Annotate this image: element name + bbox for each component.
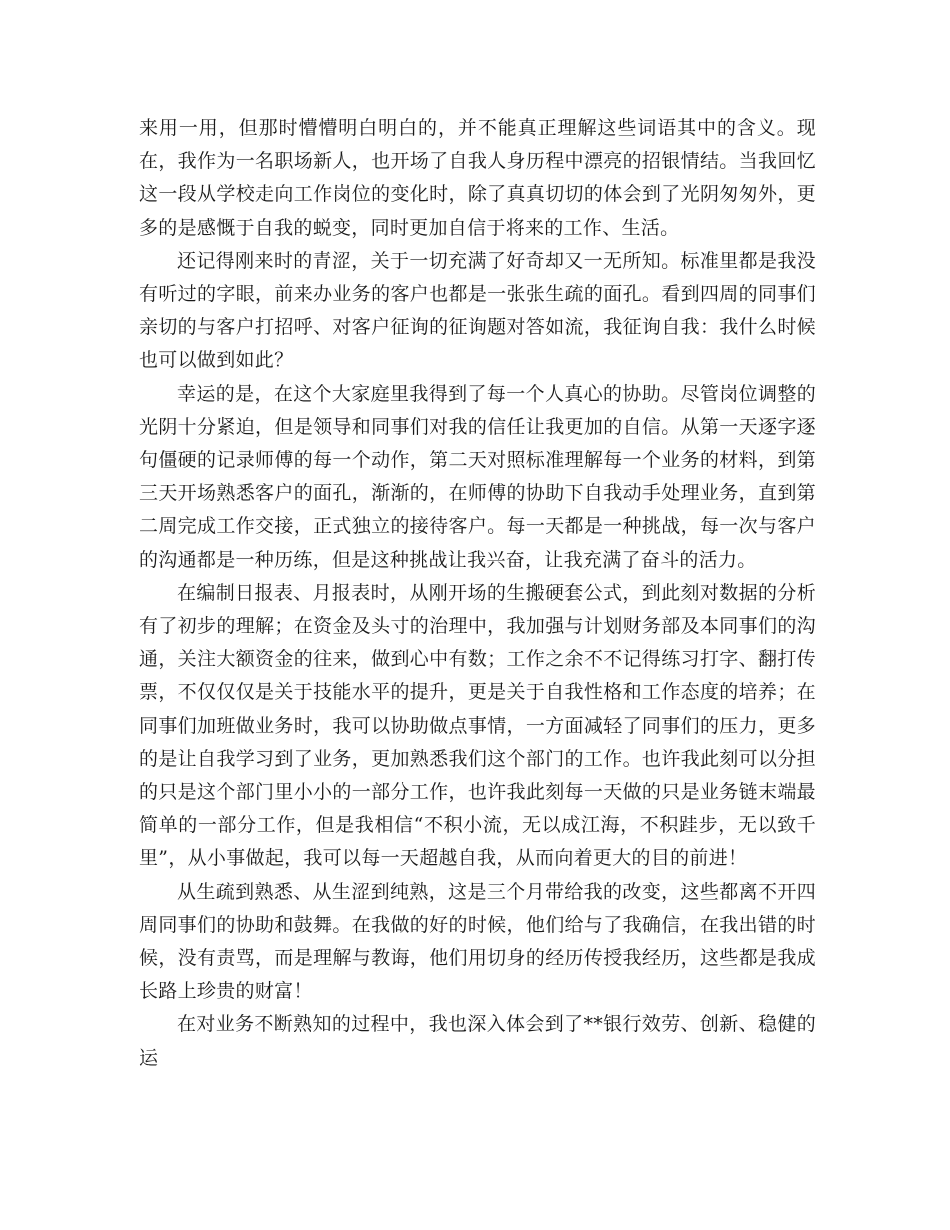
document-body (139, 112, 816, 1075)
paragraph-4: 在编制日报表、月报表时，从刚开场的生搬硬套公式，到此刻对数据的分析有了初步的理解；在资金及头寸的治理中，我加强与计划财务部及本同事们的沟通，关注大额资金的往来，做到心中有数；工作之余不不记得练习打字、翻打传票，不仅仅仅是关于技能水平的提升，更是关于自我性格和工作态度的培养；在同事们加班做业务时，我可以协助做点事情，一方面减轻了同事们的压力，更多的是让自我学习到了业务，更加熟悉我们这个部门的工作。也许我此刻可以分担的只是这个部门里小小的一部分工作，也许我此刻每一天做的只是业务链末端最简单的一部分工作，但是我相信“不积小流，无以成江海，不积跬步，无以致千里”，从小事做起，我可以每一天超越自我，从而向着更大的目的前进！ (139, 581, 816, 870)
paragraph-3: 幸运的是，在这个大家庭里我得到了每一个人真心的协助。尽管岗位调整的光阴十分紧迫，但是领导和同事们对我的信任让我更加的自信。从第一天逐字逐句僵硬的记录师傅的每一个动作，第二天对照标准理解每一个业务的材料，到第三天开场熟悉客户的面孔，渐渐的，在师傅的协助下自我动手处理业务，直到第二周完成工作交接，正式独立的接待客户。每一天都是一种挑战，每一次与客户的沟通都是一种历练，但是这种挑战让我兴奋，让我充满了奋斗的活力。 (139, 382, 816, 571)
paragraph-6: 在对业务不断熟知的过程中，我也深入体会到了**银行效劳、创新、稳健的运 (139, 1013, 816, 1069)
paragraph-5: 从生疏到熟悉、从生涩到纯熟，这是三个月带给我的改变，这些都离不开四周同事们的协助和鼓舞。在我做的好的时候，他们给与了我确信，在我出错的时候，没有责骂，而是理解与教诲，他们用切身的经历传授我经历，这些都是我成长路上珍贵的财富！ (139, 880, 816, 1003)
paragraph-2: 还记得刚来时的青涩，关于一切充满了好奇却又一无所知。标准里都是我没有听过的字眼，前来办业务的客户也都是一张张生疏的面孔。看到四周的同事们亲切的与客户打招呼、对客户征询的征询题对答如流，我征询自我：我什么时候也可以做到如此？ (139, 249, 816, 372)
paragraph-1: 来用一用，但那时懵懵明白明白的，并不能真正理解这些词语其中的含义。现在，我作为一名职场新人，也开场了自我人身历程中漂亮的招银情结。当我回忆这一段从学校走向工作岗位的变化时，除了真真切切的体会到了光阴匆匆外，更多的是感慨于自我的蜕变，同时更加自信于将来的工作、生活。 (139, 117, 816, 239)
